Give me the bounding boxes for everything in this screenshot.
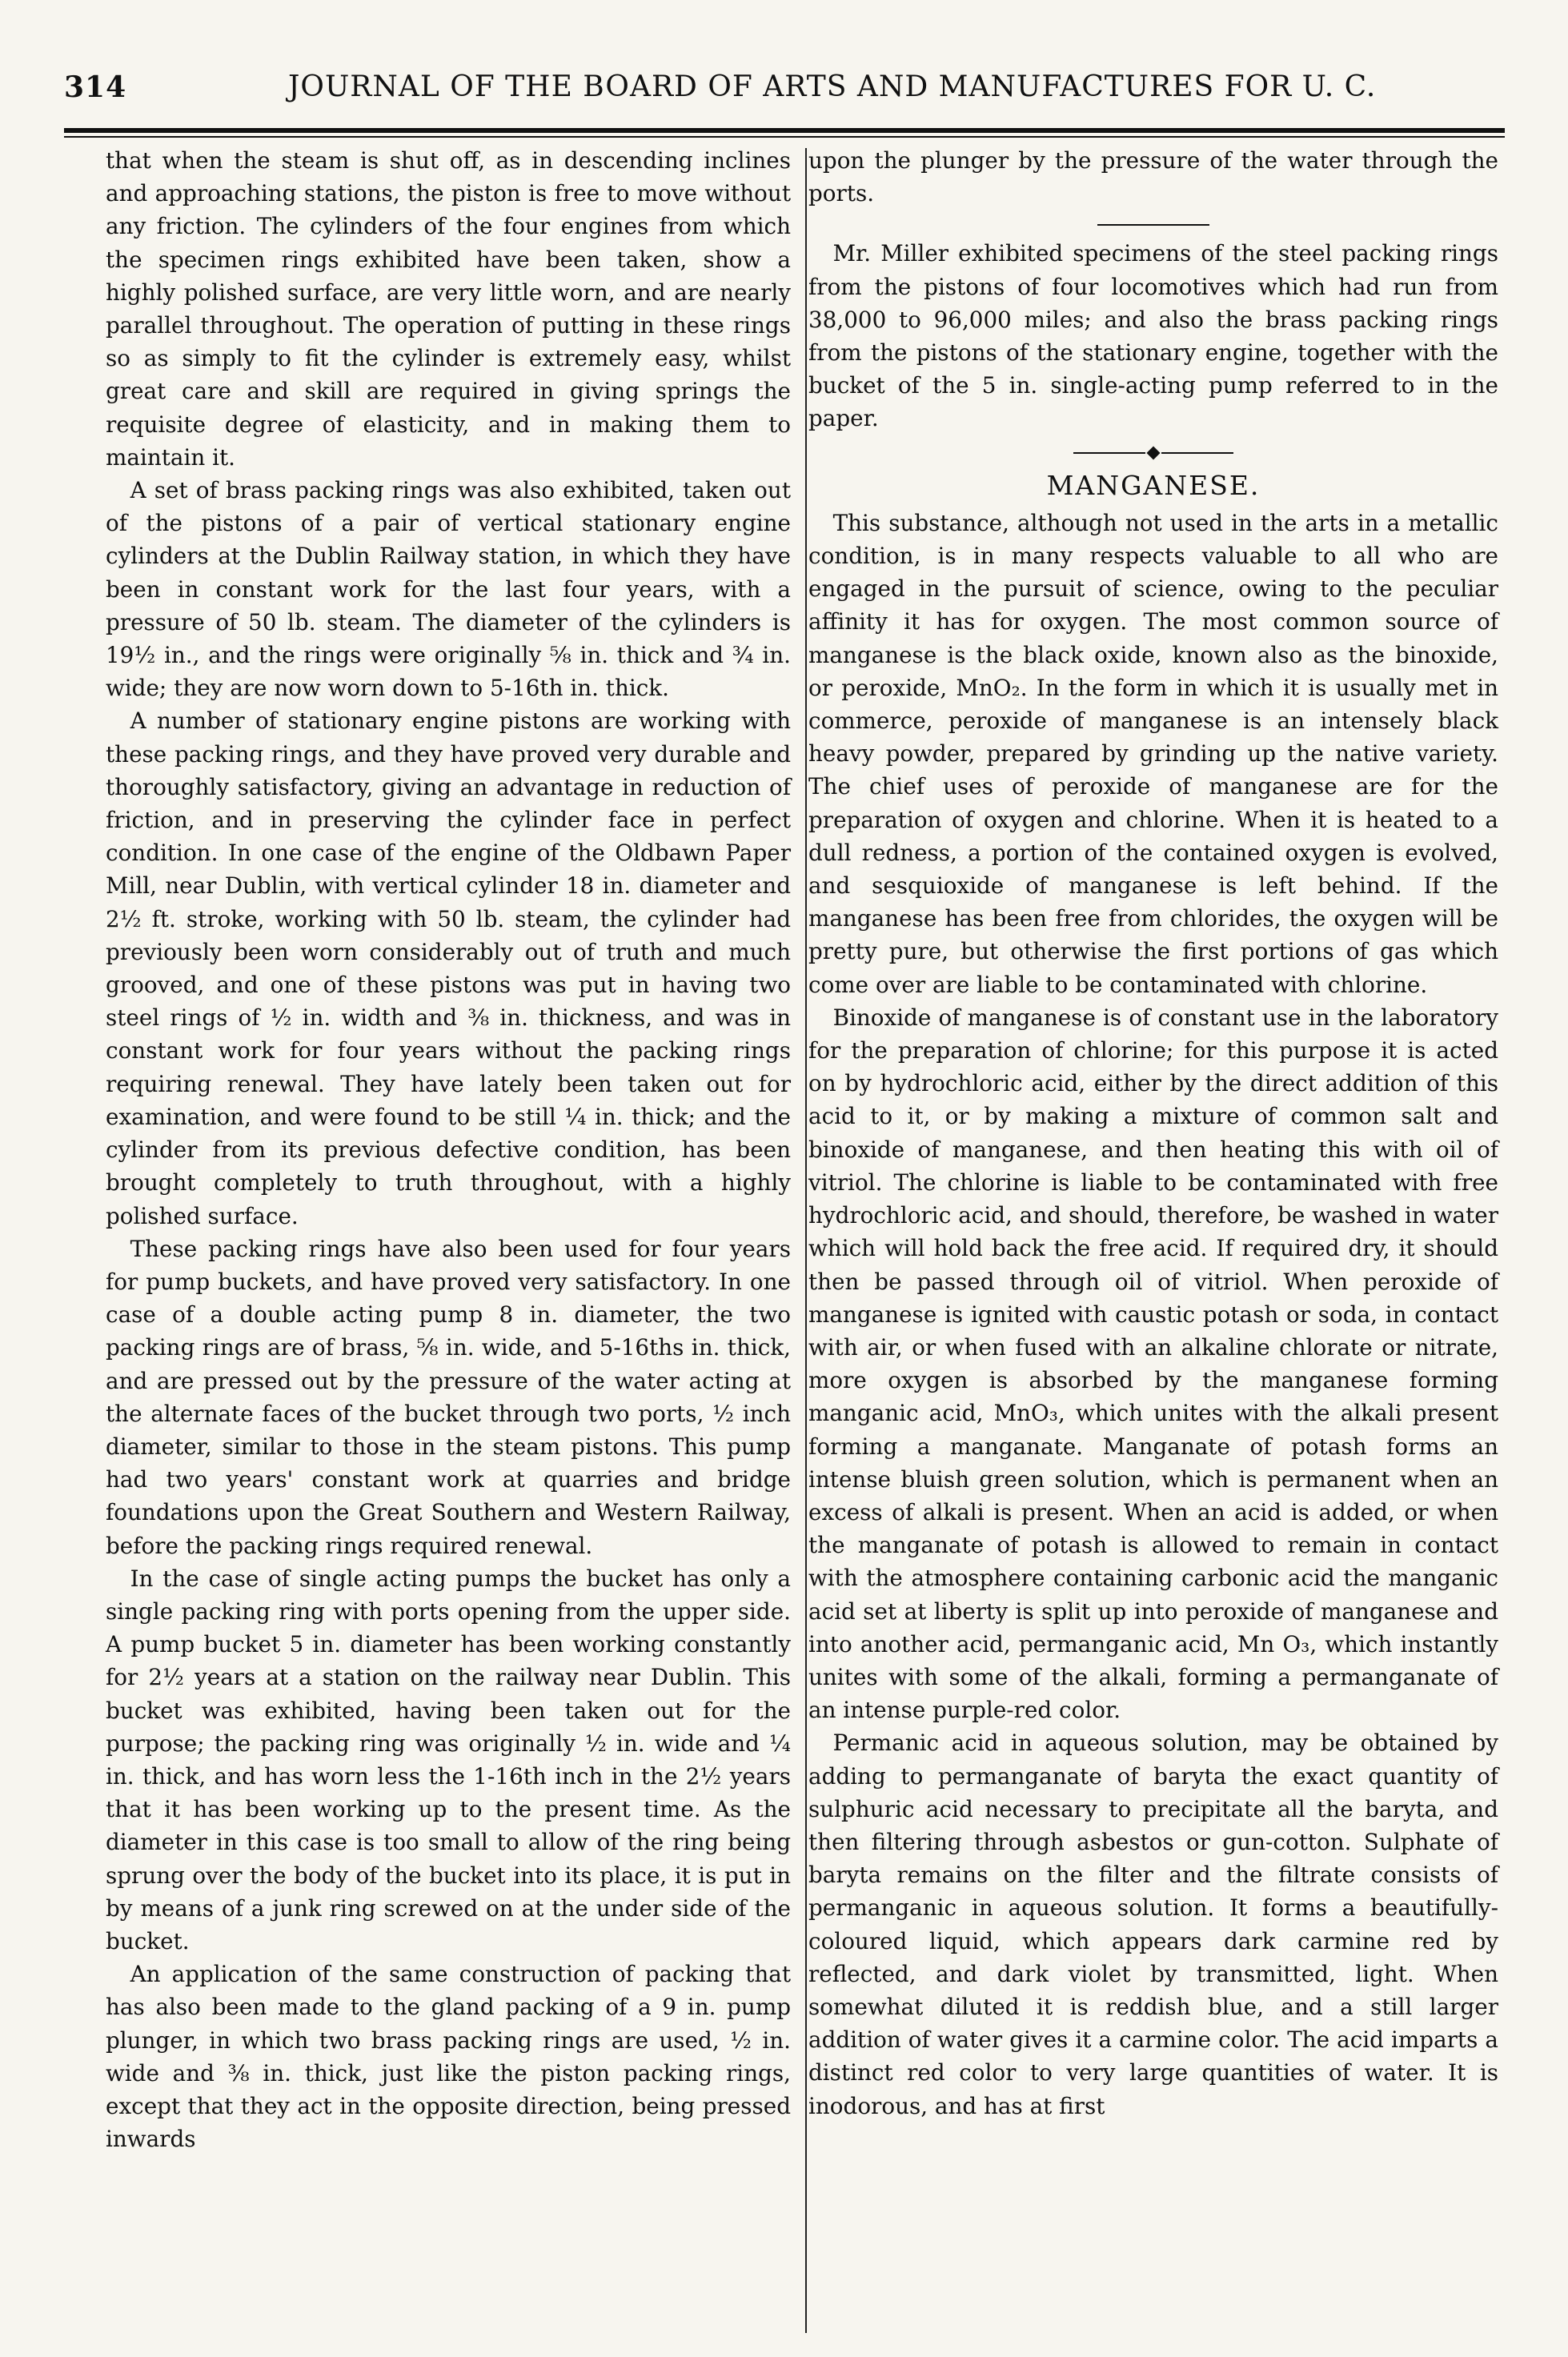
ornament-divider bbox=[1073, 445, 1233, 461]
section-title: MANGANESE. bbox=[1046, 469, 1261, 501]
manganese-paragraph: This substance, although not used in the arts in a metallic condition, is in many respects valuable to all who are engaged in the pursuit of science, owing to the peculiar affinity it has for oxygen. The most common source of manganese is the black oxide, known also as the binoxide, or peroxide, MnO₂. In the form in which it is usually met in commerce, peroxide of manganese is an intensely black heavy powder, prepared by grinding up the native variety. The chief uses of peroxide of manganese are for the preparation of oxygen and chlorine. When it is heated to a dull redness, a portion of the contained oxygen is evolved, and sesquioxide of manganese is left behind. If the manganese has been free from chlorides, the oxygen will be pretty pure, but otherwise the first portions of gas which come over are liable to be contaminated with chlorine. bbox=[808, 509, 1498, 998]
left-column bbox=[106, 144, 791, 2155]
page-header bbox=[64, 56, 1505, 112]
short-rule bbox=[1097, 224, 1209, 226]
column-divider bbox=[805, 148, 807, 2333]
miller-paragraph: Mr. Miller exhibited specimens of the steel packing rings from the pistons of four locomotives which had run from 38,000 to 96,000 miles; and also the brass packing rings from the pistons of the stationary engine, together with the bucket of the 5 in. single-acting pump referred to in the paper. bbox=[808, 240, 1498, 432]
continuation-paragraph: upon the plunger by the pressure of the water through the ports. bbox=[808, 147, 1498, 207]
running-head: JOURNAL OF THE BOARD OF ARTS AND MANUFACTURES FOR U. C. bbox=[288, 70, 1377, 103]
manganese-paragraph: Permanic acid in aqueous solution, may be obtained by adding to permanganate of baryta the exact quantity of sulphuric acid necessary to precipitate all the baryta, and then filtering through asbestos or gun-cotton. Sulphate of baryta remains on the filter and the filtrate consists of permanganic in aqueous solution. It forms a beautifully-coloured liquid, which appears dark carmine red by reflected, and dark violet by transmitted, light. When somewhat diluted it is reddish blue, and a still larger addition of water gives it a carmine color. The acid imparts a distinct red color to very large quantities of water. It is inodorous, and has at first bbox=[808, 1730, 1498, 2119]
left-paragraph: An application of the same construction of packing that has also been made to the gland packing of a 9 in. pump plunger, in which two brass packing rings are used, ½ in. wide and ⅜ in. thick, just like the piston packing rings, except that they act in the opposite direction, being pressed inwards bbox=[106, 1961, 791, 2153]
right-column bbox=[808, 144, 1498, 2123]
left-paragraph: These packing rings have also been used for four years for pump buckets, and have proved very satisfactory. In one case of a double acting pump 8 in. diameter, the two packing rings are of brass, ⅝ in. wide, and 5-16ths in. thick, and are pressed out by the pressure of the water acting at the alternate faces of the bucket through two ports, ½ inch diameter, similar to those in the steam pistons. This pump had two years' constant work at quarries and bridge foundations upon the Great Southern and Western Railway, before the packing rings required renewal. bbox=[106, 1235, 791, 1559]
left-paragraph: A set of brass packing rings was also exhibited, taken out of the pistons of a pair of vertical stationary engine cylinders at the Dublin Railway station, in which they have been in constant work for the last four years, with a pressure of 50 lb. steam. The diameter of the cylinders is 19½ in., and the rings were originally ⅝ in. thick and ¾ in. wide; they are now worn down to 5-16th in. thick. bbox=[106, 477, 791, 702]
left-paragraph: In the case of single acting pumps the bucket has only a single packing ring with ports opening from the upper side. A pump bucket 5 in. diameter has been working constantly for 2½ years at a station on the railway near Dublin. This bucket was exhibited, having been taken out for the purpose; the packing ring was originally ½ in. wide and ¼ in. thick, and has worn less the 1-16th inch in the 2½ years that it has been working up to the present time. As the diameter in this case is too small to allow of the ring being sprung over the body of the bucket into its place, it is put in by means of a junk ring screwed on at the under side of the bucket. bbox=[106, 1565, 791, 1954]
manganese-paragraph: Binoxide of manganese is of constant use in the laboratory for the preparation of chlorine; for this purpose it is acted on by hydrochloric acid, either by the direct addition of this acid to it, or by making a mixture of common salt and binoxide of manganese, and then heating this with oil of vitriol. The chlorine is liable to be contaminated with free hydrochloric acid, and should, therefore, be washed in water which will hold back the free acid. If required dry, it should then be passed through oil of vitriol. When peroxide of manganese is ignited with caustic potash or soda, in contact with air, or when fused with an alkaline chlorate or nitrate, more oxygen is absorbed by the manganese forming manganic acid, MnO₃, which unites with the alkali present forming a manganate. Manganate of potash forms an intense bluish green solution, which is permanent when an excess of alkali is present. When an acid is added, or when the manganate of potash is allowed to remain in contact with the atmosphere containing carbonic acid the manganic acid set at liberty is split up into peroxide of manganese and into another acid, permanganic acid, Mn O₃, which instantly unites with some of the alkali, forming a permanganate of an intense purple-red color. bbox=[808, 1004, 1498, 1724]
header-rule-thin bbox=[64, 136, 1505, 138]
left-paragraph: A number of stationary engine pistons are working with these packing rings, and they have proved very durable and thoroughly satisfactory, giving an advantage in reduction of friction, and in preserving the cylinder face in perfect condition. In one case of the engine of the Oldbawn Paper Mill, near Dublin, with vertical cylinder 18 in. diameter and 2½ ft. stroke, working with 50 lb. steam, the cylinder had previously been worn considerably out of truth and much grooved, and one of these pistons was put in having two steel rings of ½ in. width and ⅜ in. thickness, and was in constant work for four years without the packing rings requiring renewal. They have lately been taken out for examination, and were found to be still ¼ in. thick; and the cylinder from its previous defective condition, has been brought completely to truth throughout, with a highly polished surface. bbox=[106, 708, 791, 1229]
left-paragraph: that when the steam is shut off, as in descending inclines and approaching stations, the piston is free to move without any friction. The cylinders of the four engines from which the specimen rings exhibited have been taken, show a highly polished surface, are very little worn, and are nearly parallel throughout. The operation of putting in these rings so as simply to fit the cylinder is extremely easy, whilst great care and skill are required in giving springs the requisite degree of elasticity, and in making them to maintain it. bbox=[106, 147, 791, 471]
page-number: 314 bbox=[64, 70, 127, 104]
header-rule-thick bbox=[64, 128, 1505, 133]
